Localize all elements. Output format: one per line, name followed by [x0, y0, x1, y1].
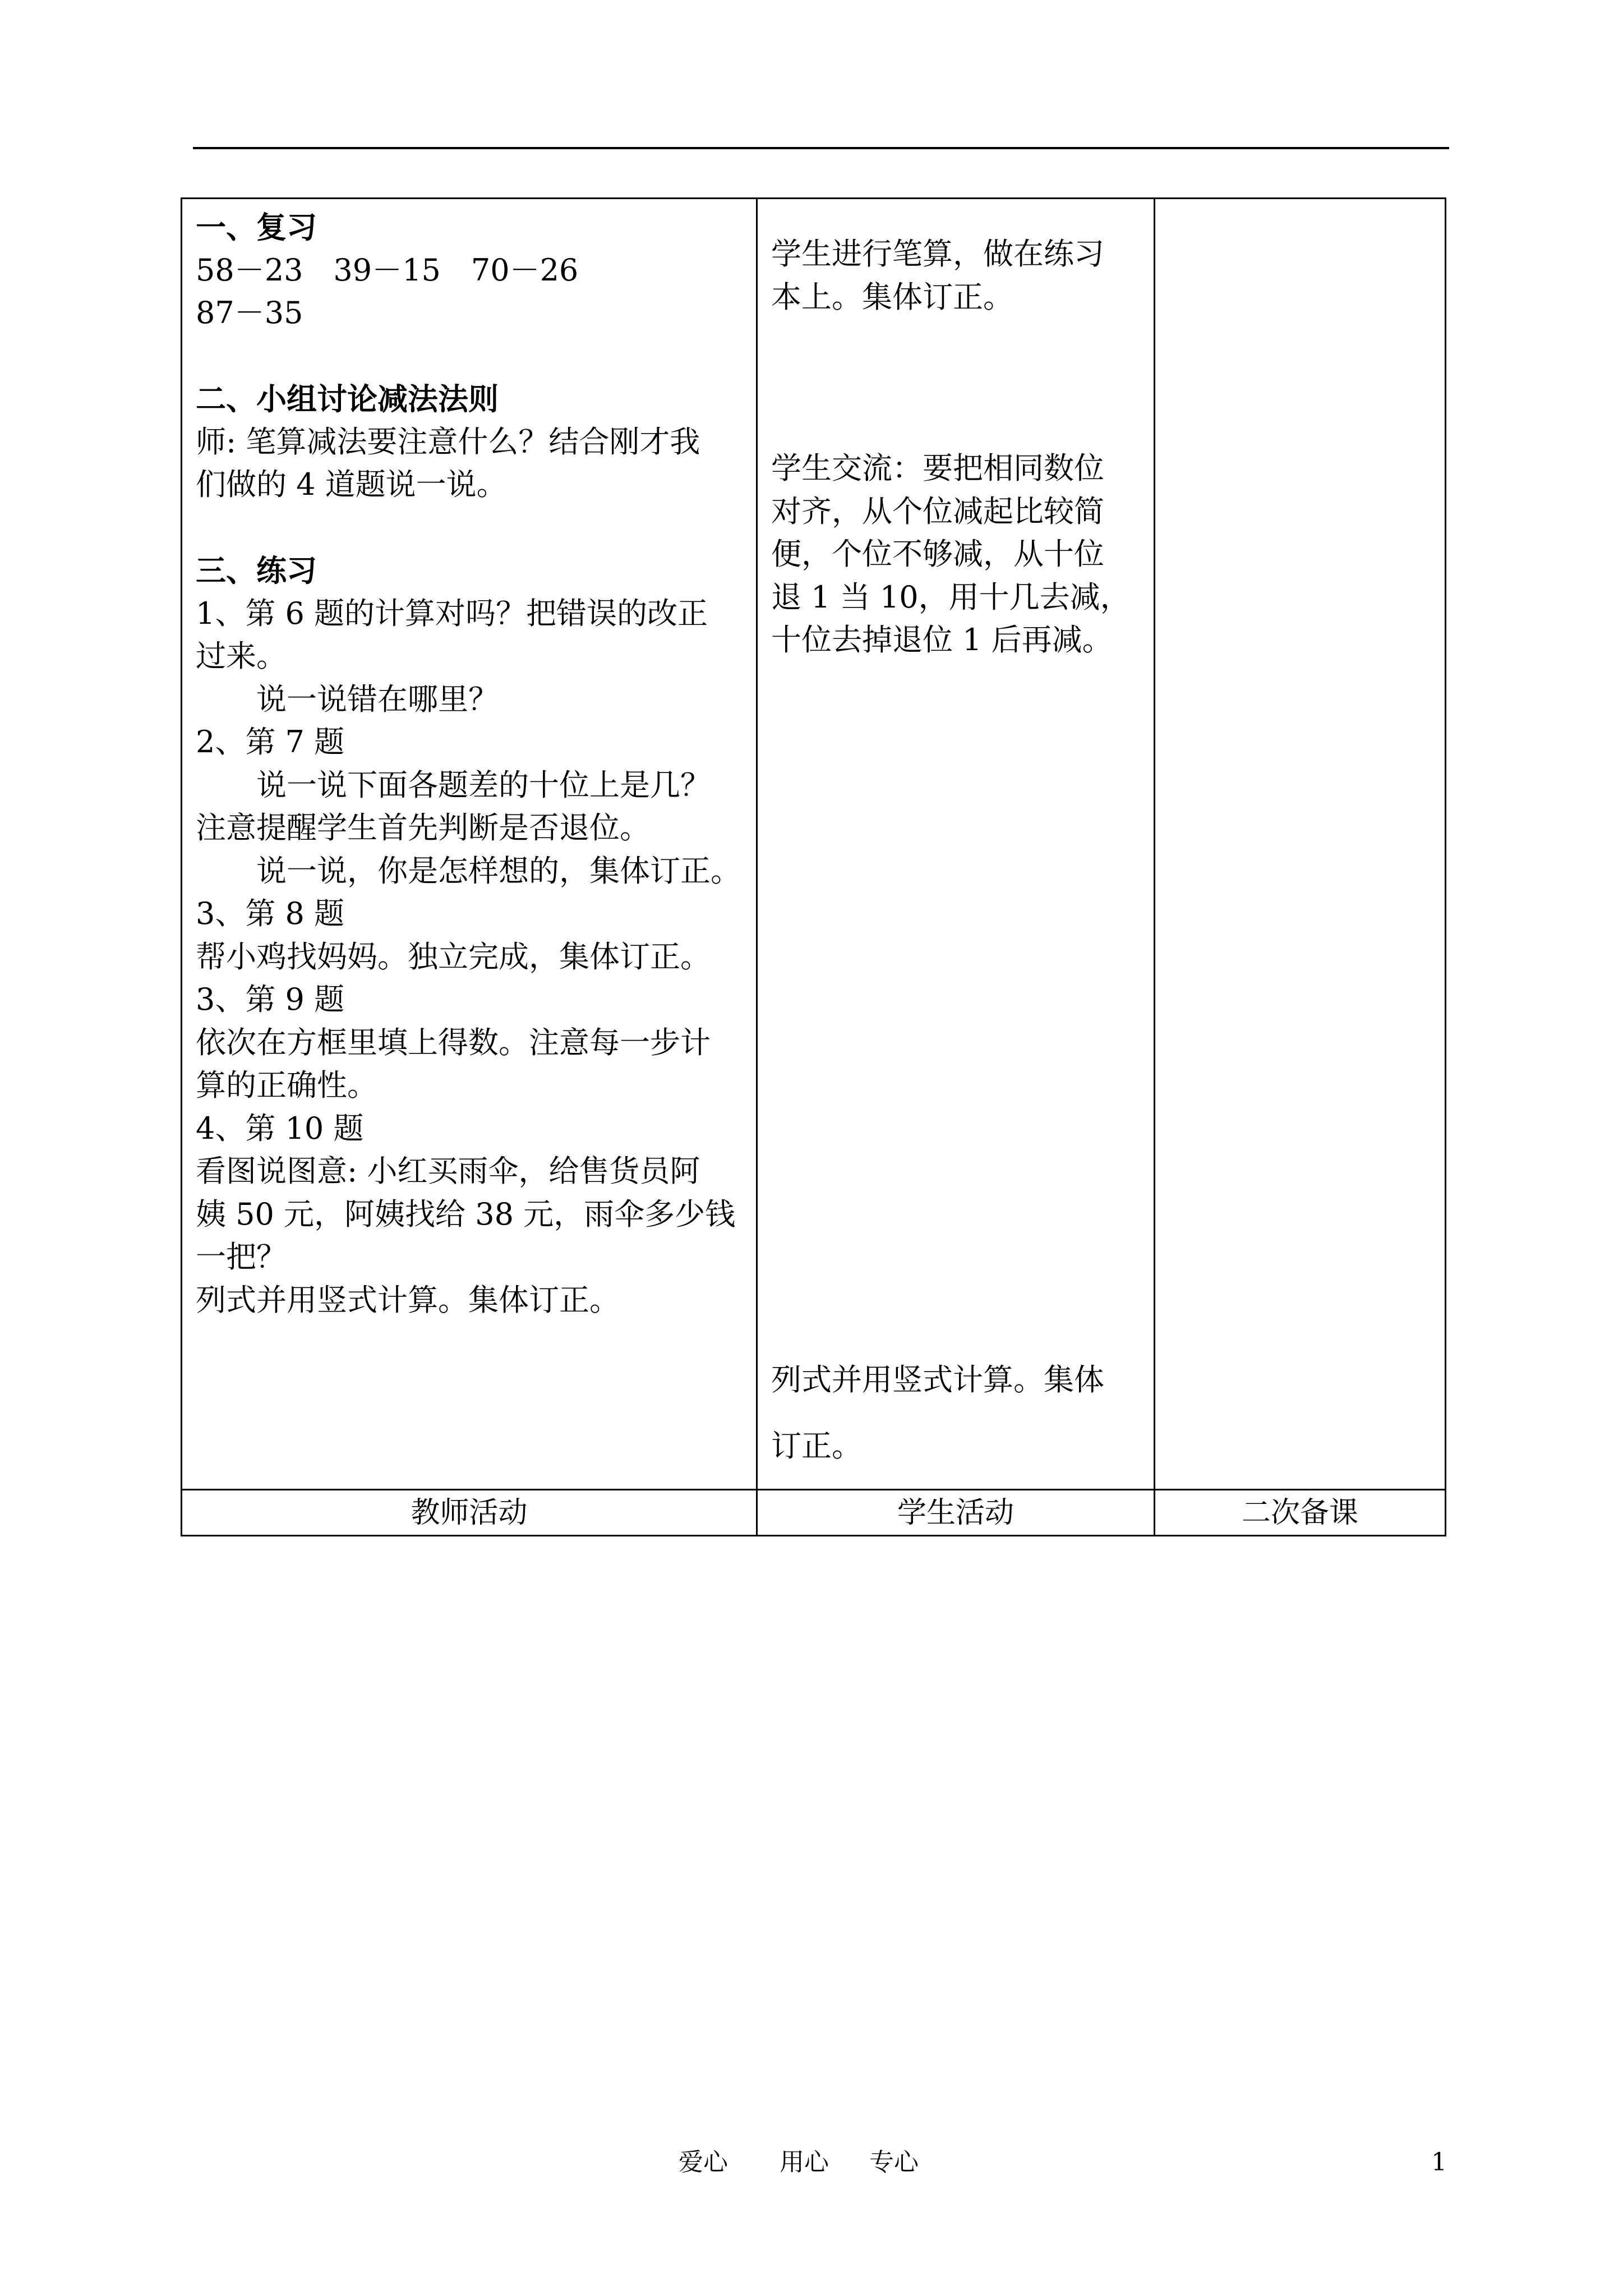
text-line: 列式并用竖式计算。集体订正。 [196, 1282, 620, 1318]
second-preparation-cell [1155, 199, 1446, 1490]
lesson-plan-table [181, 197, 1446, 1536]
text-line: 4、第 10 题 [196, 1110, 364, 1146]
text-line: 学生交流：要把相同数位 [771, 450, 1104, 486]
student-activity-label: 学生活动 [757, 1490, 1155, 1536]
text-line: 87－35 [196, 295, 303, 330]
text-line: 说一说错在哪里？ [256, 681, 499, 717]
text-line: 订正。 [771, 1428, 862, 1464]
text-line: 3、第 8 题 [196, 896, 345, 931]
text-line: 过来。 [196, 638, 287, 674]
text-line: 依次在方框里填上得数。注意每一步计 [196, 1024, 711, 1060]
text-line: 注意提醒学生首先判断是否退位。 [196, 810, 650, 845]
section-heading: 一、复习 [196, 209, 317, 245]
header-rule [193, 147, 1449, 149]
column-label-row [182, 1490, 1446, 1536]
section-heading: 二、小组讨论减法法则 [196, 381, 499, 417]
text-line: 本上。集体订正。 [771, 279, 1013, 315]
section-heading: 三、练习 [196, 553, 317, 588]
footer-mottos [679, 2143, 919, 2182]
text-line: 3、第 9 题 [196, 982, 345, 1017]
text-line: 2、第 7 题 [196, 724, 345, 760]
teacher-activity-label: 教师活动 [182, 1490, 757, 1536]
footer-motto: 爱心 [679, 2148, 728, 2177]
student-activity-cell [757, 199, 1155, 1490]
student-activity-text [758, 199, 1154, 1484]
student-block-exchange [771, 447, 1140, 662]
text-line: 说一说，你是怎样想的，集体订正。 [256, 853, 741, 889]
text-line: 师: 笔算减法要注意什么？结合刚才我 [196, 424, 700, 459]
text-line: 一把？ [196, 1239, 287, 1274]
text-line: 列式并用竖式计算。集体 [771, 1362, 1104, 1397]
footer-motto: 用心 [780, 2148, 829, 2177]
text-line: 便，个位不够减，从十位 [771, 536, 1104, 572]
content-row [182, 199, 1446, 1490]
text-line: 58－23 39－15 70－26 [196, 252, 579, 288]
text-line: 1、第 6 题的计算对吗？把错误的改正 [196, 595, 708, 631]
text-line: 看图说图意: 小红买雨伞，给售货员阿 [196, 1153, 700, 1189]
text-line [196, 335, 743, 378]
text-line: 们做的 4 道题说一说。 [196, 467, 507, 502]
student-block-written-calc [771, 233, 1140, 319]
page-footer [0, 2143, 1623, 2182]
teacher-activity-cell [182, 199, 757, 1490]
text-line: 学生进行笔算，做在练习 [771, 236, 1104, 272]
footer-motto: 专心 [869, 2148, 919, 2177]
text-line: 对齐，从个位减起比较简 [771, 493, 1104, 529]
second-preparation-label: 二次备课 [1155, 1490, 1446, 1536]
text-line: 帮小鸡找妈妈。独立完成，集体订正。 [196, 938, 711, 974]
text-line: 说一说下面各题差的十位上是几？ [256, 767, 711, 803]
student-block-vertical-calc [771, 1347, 1104, 1479]
text-line: 十位去掉退位 1 后再减。 [771, 622, 1113, 657]
text-line [196, 507, 743, 550]
page-number: 1 [1431, 2148, 1447, 2177]
text-line: 算的正确性。 [196, 1068, 377, 1103]
text-line: 姨 50 元，阿姨找给 38 元，雨伞多少钱 [196, 1196, 736, 1232]
teacher-activity-text [182, 199, 756, 1322]
text-line: 退 1 当 10，用十几去减， [771, 579, 1131, 615]
